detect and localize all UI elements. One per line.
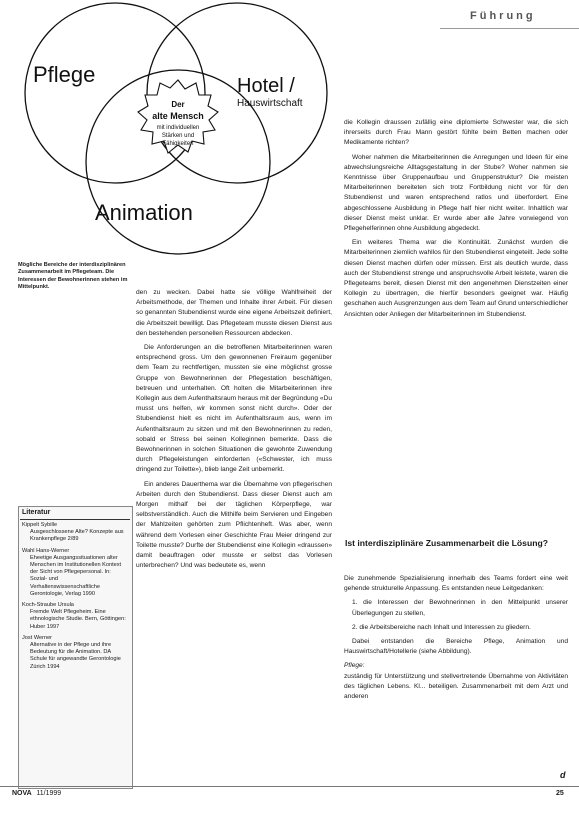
paragraph: Woher nahmen die Mitarbeiterinnen die Anregungen und Ideen für eine abwechslungsreiche Alltagsgestaltung in der Stube? Woher nahmen sie Kenntnisse über Gruppenaufbau und Gruppenstruktur? Die meisten Mitarbeiterinnen bereiteten sich trotz Fortbildung nicht vor für den Stubendienst und waren entsprechend ratlos und überfordert. Eine abgeschlossene Ausbildung in Pflege half hier nicht weiter. Inhaltlich war dieser Dienst meist unklar. Er wurde aber alle Jahre vorwiegend von Pflegehelferinnen ohne Ausbildung abgedeckt. [344, 153, 568, 233]
literature-author: Wahl Hans-Werner [22, 547, 70, 554]
literature-text: Ausgeschlossene Alte? Konzepte aus Krankenpflege 2/89 [30, 529, 124, 543]
label-animation: Animation [95, 200, 193, 225]
paragraph: die Kollegin draussen zufällig eine diplomierte Schwester war, die sich ihrerseits durch Frau Mann gestört fühlte beim Betten machen oder Medikamente richten? [344, 119, 568, 147]
center-line4: Stärken und [161, 133, 195, 139]
paragraph: den zu wecken. Dabei hatte sie völlige Wahlfreiheit der Arbeitsmethode, der Themen und Inhalte ihrer Arbeit. Für diesen so genannten Stubendienst wurde eine eigene Arbeitszeit definiert, die Arbeitszeit bewilligt. Das Pflegeteam musste diesen Dienst aus den bestehenden personellen Ressourcen abdecken. [136, 289, 332, 337]
center-line3: mit individuellen [156, 125, 200, 131]
paragraph: Die Anforderungen an die betroffenen Mitarbeiterinnen waren entsprechend gross. Um den gewonnenen Freiraum gegenüber dem Team zu rechtfertigen, mussten sie eine möglichst grosse Gruppe von Bewohnerinnen der Pflegestation beschäftigen, betreuen und unterhalten. Oft holten die Mitarbeiterinnen ihre Kollegin aus dem Aufenthaltsraum heraus mit der Begründung «Du musst uns helfen, wir kommen sonst nicht durch». Oder der Stubendienst hielt es nicht im Aufenthaltsraum aus, wenn im Aufenthaltsraum zu sitzen und mit den Bewohnerinnen zu reden, sobald er Stress bei seinen Kolleginnen bemerkte. Dass die Bewohnerinnen in solchen Situationen die gewohnte Zuwendung durch Pflegeleistungen einforderten («Schwester, ich muss dringend zur Toilette»), blieb lange Zeit unbemerkt. [136, 344, 332, 474]
literature-text: Fremde Welt Pflegeheim. Eine ethnologische Studie. Bern, Göttingen: Huber 1997 [30, 609, 126, 630]
end-mark: d [560, 770, 566, 780]
journal-footer [12, 790, 61, 797]
paragraph: Die zunehmende Spezialisierung innerhalb des Teams fordert eine weit gehende strukturelle Anpassung. Es entstanden neue Leitgedanken: [344, 575, 568, 593]
literature-title: Literatur [22, 509, 51, 516]
list-item: 2. die Arbeitsbereiche nach Inhalt und Interessen zu gliedern. [352, 623, 531, 631]
footer-rule [0, 786, 579, 787]
label-pflege: Pflege [33, 62, 96, 87]
literature-text: Alternative in der Pflege und ihre Bedeutung für die Animation. DA Schule für angewandte Gerontologie Zürich 1994 [30, 642, 121, 670]
literature-entry [22, 602, 128, 631]
center-line2: alte Mensch [152, 111, 204, 121]
venn-diagram [15, 0, 345, 262]
section-subheading: Ist interdisziplinäre Zusammenarbeit die Lösung? [345, 538, 548, 548]
label-hotel: Hotel / [237, 75, 295, 97]
paragraph: Ein anderes Dauerthema war die Übernahme von pflegerischen Arbeiten durch den Stubendienst. Dass dieser Dienst auch am Morgen mithalf bei der täglichen Körperpflege, war selbstverständlich. Auch die Mithilfe beim Servieren und Eingeben der Mahlzeiten gehörten zum Pflichtenheft. Was aber, wenn während dem Vorlesen einer Geschichte Frau Meier dringend zur Toilette musste? Durfte der Stubendienst eine Kollegin «draussen» damit beauftragen oder musste er selbst das Vorlesen unterbrechen? Und was bedeutete es, wenn [136, 480, 332, 570]
literature-list [22, 522, 128, 675]
paragraph: Ein weiteres Thema war die Kontinuität. Zunächst wurden die Mitarbeiterinnen ziemlich wahllos für den Stubendienst eingeteilt. Jede sollte diesen Dienst machen dürfen oder müssen. Erst als deutlich wurde, dass auch der Stubendienst strenge und anspruchsvolle Arbeit leistete, waren die Pflegeteams bereit, diesen Dienst mit den angenehmen Dienstzeiten einer Kollegin zu übertragen, die hierfür besonders geeignet war. Häufig geschahen auch Ausgrenzungen aus dem Team auf Grund unterschiedlicher Ansichten oder Anliegen der Mitarbeiterinnen im Stubendienst. [344, 239, 568, 318]
subsection-label: Pflege: [344, 662, 365, 670]
journal-issue: 11/1999 [36, 790, 62, 797]
literature-rule [20, 519, 130, 520]
journal-name: NOVA [12, 790, 32, 797]
list-item: 1. die Interessen der Bewohnerinnen in den Mittelpunkt unserer Überlegungen zu stellen, [352, 599, 568, 617]
paragraph: zuständig für Unterstützung und stellvertretende Übernahme von Aktivitäten des täglichen Lebens. Kl... beteiligen. Zusammenarbeit mit dem Arzt und anderen [344, 672, 568, 701]
literature-author: Jost Werner [22, 634, 53, 641]
page-number: 25 [556, 790, 564, 797]
column-right-top [344, 118, 568, 324]
section-header: Führung [470, 10, 536, 22]
label-hauswirtschaft: Hauswirtschaft [237, 98, 303, 109]
center-line1: Der [171, 100, 185, 109]
literature-entry [22, 635, 128, 671]
column-middle [136, 288, 332, 575]
literature-entry [22, 522, 128, 544]
literature-author: Kippelt Sybille [22, 522, 58, 528]
literature-entry [22, 548, 128, 598]
literature-author: Koch-Straube Ursula [22, 602, 74, 609]
center-line5: Fähigkeiten [162, 141, 194, 147]
paragraph: Dabei entstanden die Bereiche Pflege, Animation und Hauswirtschaft/Hotellerie (siehe Abbildung). [344, 638, 568, 656]
figure-caption: Mögliche Bereiche der interdisziplinären Zusammenarbeit im Pflegeteam. Die Interessen der Bewohnerinnen stehen im Mittelpunkt. [18, 262, 128, 291]
column-right-bottom [344, 574, 568, 706]
literature-text: Eheetige Ausgangssituationen alter Menschen im Institutionellen Kontext der Sicht von Pflegepersonal. In: Sozial- und Verhaltenswissenschaftliche Gerontologie, Verlag 1990 [30, 554, 122, 597]
header-rule [440, 28, 579, 29]
